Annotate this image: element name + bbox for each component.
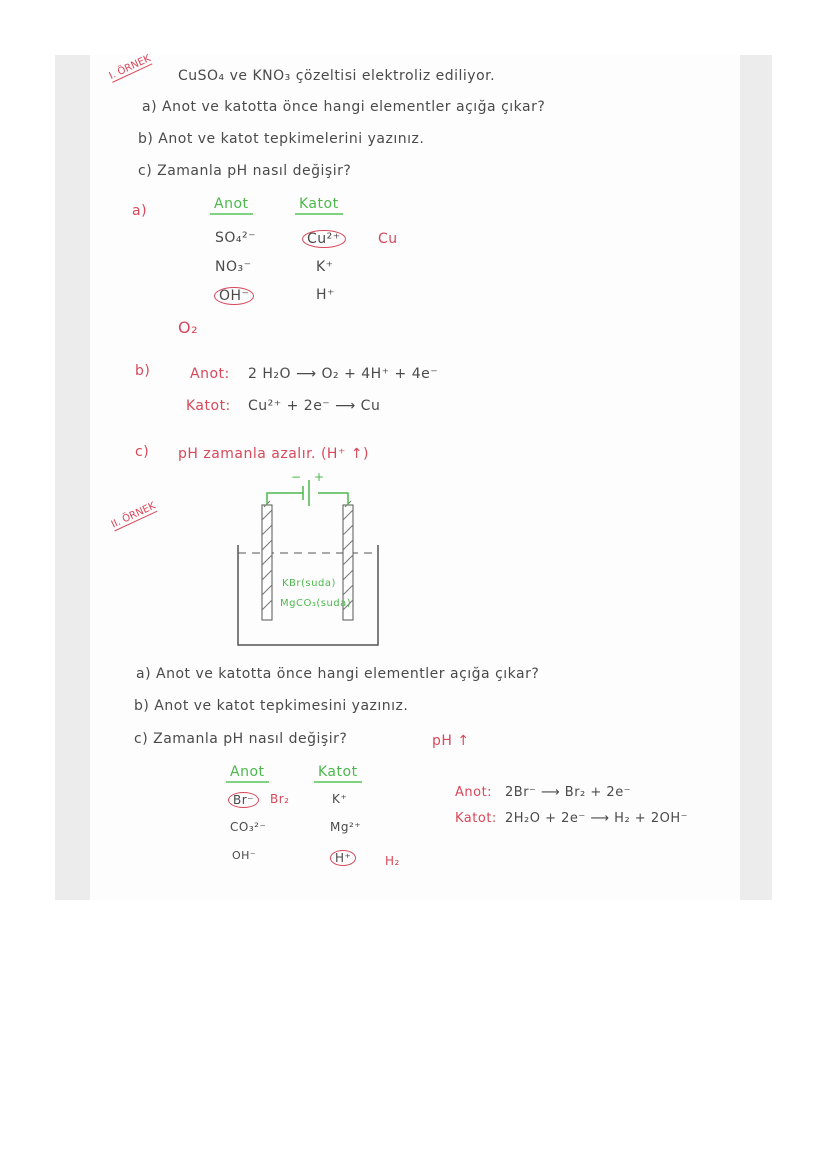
anot-product: O₂ <box>178 318 199 337</box>
left-electrode <box>262 505 272 620</box>
answer-c-label: c) <box>135 444 150 460</box>
answer-b-label: b) <box>135 363 151 379</box>
anot-eq-label: Anot: <box>455 785 493 800</box>
anot-ion: SO₄²⁻ <box>215 230 257 246</box>
katot-product: H₂ <box>385 854 400 868</box>
battery-minus: − <box>291 470 302 484</box>
anot-header: Anot <box>226 764 269 783</box>
katot-product: Cu <box>378 231 398 247</box>
example2-question-b: b) Anot ve katot tepkimesini yazınız. <box>134 698 409 714</box>
anot-equation: 2 H₂O ⟶ O₂ + 4H⁺ + 4e⁻ <box>248 366 439 382</box>
katot-header: Katot <box>314 764 362 783</box>
example1-intro: CuSO₄ ve KNO₃ çözeltisi elektroliz ediliyor. <box>178 68 496 84</box>
example1-question-c: c) Zamanla pH nasıl değişir? <box>138 163 352 179</box>
anot-ion-circled: OH⁻ <box>214 287 254 305</box>
katot-ion-circled: H⁺ <box>330 850 356 866</box>
anot-header: Anot <box>210 196 253 215</box>
katot-equation: Cu²⁺ + 2e⁻ ⟶ Cu <box>248 398 381 414</box>
example2-label: II. ÖRNEK <box>109 500 158 531</box>
katot-ion: K⁺ <box>316 259 334 275</box>
beaker <box>238 545 378 645</box>
katot-eq-label: Katot: <box>455 811 497 826</box>
example2-question-a: a) Anot ve katotta önce hangi elementler açığa çıkar? <box>136 666 540 682</box>
katot-eq-label: Katot: <box>186 398 231 414</box>
battery-plus: + <box>314 470 325 484</box>
katot-ion: K⁺ <box>332 792 348 806</box>
anot-product: Br₂ <box>270 792 290 806</box>
anot-ion: NO₃⁻ <box>215 259 252 275</box>
anot-ion: CO₃²⁻ <box>230 820 267 834</box>
katot-ion-circled: Cu²⁺ <box>302 230 346 248</box>
solution-mgco3: MgCO₃(suda) <box>280 598 352 609</box>
anot-ion: OH⁻ <box>232 849 257 862</box>
answer-a-label: a) <box>132 203 148 219</box>
katot-header: Katot <box>295 196 343 215</box>
anot-ion-circled: Br⁻ <box>228 792 259 808</box>
katot-ion: H⁺ <box>316 287 335 303</box>
anot-eq-label: Anot: <box>190 366 230 382</box>
wire <box>267 493 348 505</box>
answer-c-text: pH zamanla azalır. (H⁺ ↑) <box>178 446 369 462</box>
example1-question-a: a) Anot ve katotta önce hangi elementler açığa çıkar? <box>142 99 546 115</box>
ph-answer: pH ↑ <box>432 733 470 749</box>
example2-question-c: c) Zamanla pH nasıl değişir? <box>134 731 348 747</box>
katot-ion: Mg²⁺ <box>330 820 362 834</box>
katot-equation: 2H₂O + 2e⁻ ⟶ H₂ + 2OH⁻ <box>505 811 688 826</box>
example1-question-b: b) Anot ve katot tepkimelerini yazınız. <box>138 131 425 147</box>
anot-equation: 2Br⁻ ⟶ Br₂ + 2e⁻ <box>505 785 632 800</box>
example1-label: I. ÖRNEK <box>107 53 153 82</box>
solution-kbr: KBr(suda) <box>282 578 336 589</box>
